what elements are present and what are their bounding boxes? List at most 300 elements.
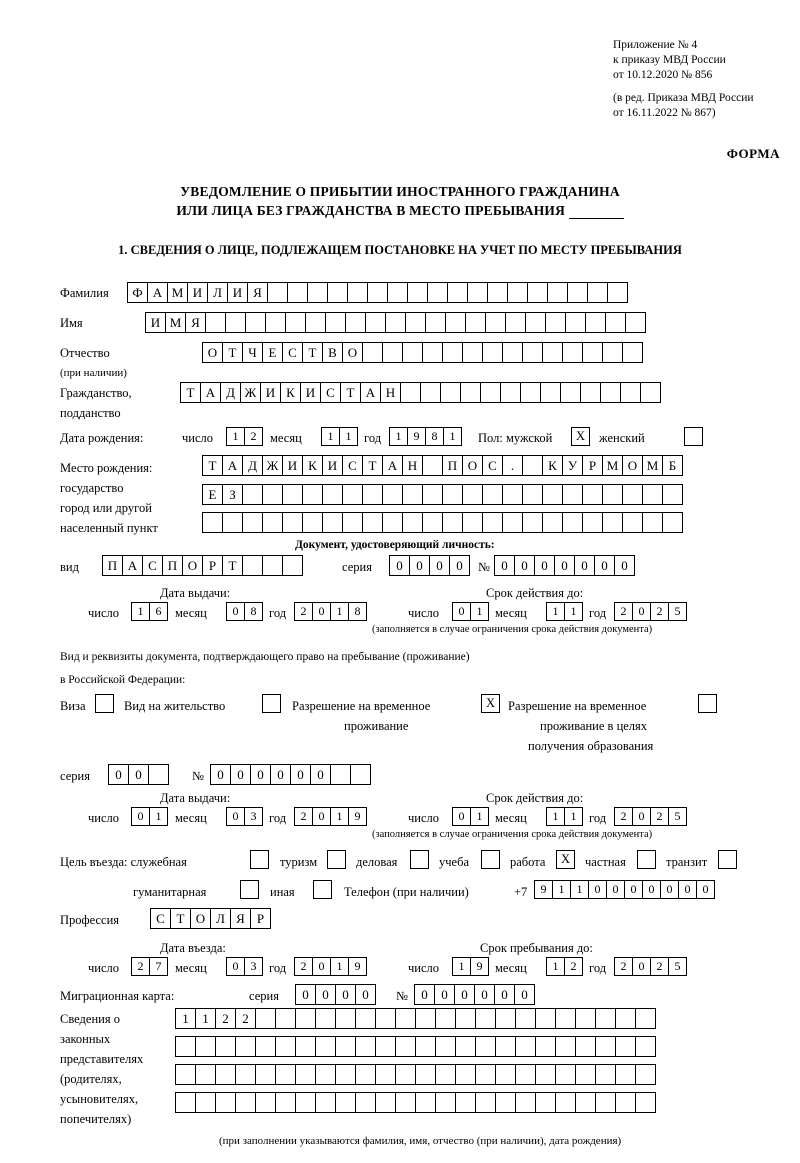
char-cell[interactable]	[547, 282, 568, 303]
char-cell[interactable]: С	[282, 342, 303, 363]
char-cell[interactable]: 0	[295, 984, 316, 1005]
char-cell[interactable]	[502, 512, 523, 533]
char-cell[interactable]: 0	[355, 984, 376, 1005]
sex-female-checkbox[interactable]	[684, 427, 703, 446]
char-cell[interactable]	[555, 1036, 576, 1057]
char-cell[interactable]: 0	[128, 764, 149, 785]
char-cell[interactable]	[455, 1036, 476, 1057]
char-cell[interactable]	[215, 1036, 236, 1057]
sex-male-checkbox[interactable]: Х	[571, 427, 590, 446]
char-cell[interactable]: 2	[244, 427, 263, 446]
char-cell[interactable]	[400, 382, 421, 403]
char-cell[interactable]	[622, 512, 643, 533]
char-cell[interactable]	[267, 282, 288, 303]
char-cell[interactable]	[295, 1036, 316, 1057]
char-cell[interactable]: 0	[335, 984, 356, 1005]
char-cell[interactable]	[522, 342, 543, 363]
char-cell[interactable]	[475, 1092, 496, 1113]
char-cell[interactable]	[582, 342, 603, 363]
char-cell[interactable]	[495, 1008, 516, 1029]
char-cell[interactable]	[522, 484, 543, 505]
char-cell[interactable]	[335, 1064, 356, 1085]
char-cell[interactable]	[402, 342, 423, 363]
char-cell[interactable]: 2	[614, 807, 633, 826]
char-cell[interactable]: 0	[554, 555, 575, 576]
char-cell[interactable]: 2	[294, 602, 313, 621]
visa-checkbox[interactable]	[95, 694, 114, 713]
char-cell[interactable]	[482, 342, 503, 363]
char-cell[interactable]: 1	[470, 602, 489, 621]
char-cell[interactable]	[422, 342, 443, 363]
char-cell[interactable]	[205, 312, 226, 333]
char-cell[interactable]: 9	[348, 807, 367, 826]
purpose-private-checkbox[interactable]	[637, 850, 656, 869]
char-cell[interactable]: 0	[514, 555, 535, 576]
char-cell[interactable]: Е	[202, 484, 223, 505]
char-cell[interactable]	[382, 512, 403, 533]
doc-valid-year-cells[interactable]	[614, 602, 686, 621]
char-cell[interactable]	[602, 484, 623, 505]
char-cell[interactable]	[515, 1064, 536, 1085]
char-cell[interactable]: О	[182, 555, 203, 576]
char-cell[interactable]: 0	[452, 602, 471, 621]
char-cell[interactable]: 8	[244, 602, 263, 621]
char-cell[interactable]: И	[227, 282, 248, 303]
char-cell[interactable]: Я	[230, 908, 251, 929]
char-cell[interactable]	[635, 1036, 656, 1057]
char-cell[interactable]: К	[302, 455, 323, 476]
char-cell[interactable]: Е	[262, 342, 283, 363]
char-cell[interactable]: Р	[202, 555, 223, 576]
char-cell[interactable]	[542, 512, 563, 533]
entry-day-cells[interactable]	[131, 957, 167, 976]
char-cell[interactable]: И	[282, 455, 303, 476]
char-cell[interactable]	[422, 484, 443, 505]
char-cell[interactable]	[435, 1064, 456, 1085]
char-cell[interactable]: 1	[546, 602, 565, 621]
char-cell[interactable]: 0	[315, 984, 336, 1005]
char-cell[interactable]	[602, 342, 623, 363]
char-cell[interactable]: 3	[244, 807, 263, 826]
char-cell[interactable]: В	[322, 342, 343, 363]
char-cell[interactable]: 9	[534, 880, 553, 899]
char-cell[interactable]	[615, 1064, 636, 1085]
char-cell[interactable]	[175, 1064, 196, 1085]
char-cell[interactable]	[275, 1008, 296, 1029]
char-cell[interactable]: 1	[330, 602, 349, 621]
birth-month-cells[interactable]	[321, 427, 357, 446]
char-cell[interactable]	[562, 342, 583, 363]
char-cell[interactable]: 0	[312, 602, 331, 621]
char-cell[interactable]	[425, 312, 446, 333]
char-cell[interactable]: 0	[678, 880, 697, 899]
char-cell[interactable]	[555, 1064, 576, 1085]
char-cell[interactable]	[195, 1064, 216, 1085]
char-cell[interactable]: О	[190, 908, 211, 929]
char-cell[interactable]	[462, 512, 483, 533]
char-cell[interactable]: 5	[668, 807, 687, 826]
char-cell[interactable]	[522, 455, 543, 476]
char-cell[interactable]: 1	[149, 807, 168, 826]
char-cell[interactable]	[382, 484, 403, 505]
char-cell[interactable]	[362, 512, 383, 533]
char-cell[interactable]	[625, 312, 646, 333]
char-cell[interactable]: Т	[222, 342, 243, 363]
char-cell[interactable]: Н	[380, 382, 401, 403]
char-cell[interactable]: 0	[108, 764, 129, 785]
char-cell[interactable]	[215, 1064, 236, 1085]
char-cell[interactable]: Ч	[242, 342, 263, 363]
char-cell[interactable]: 0	[614, 555, 635, 576]
char-cell[interactable]: 0	[414, 984, 435, 1005]
phone-cells[interactable]	[534, 880, 714, 899]
char-cell[interactable]	[148, 764, 169, 785]
char-cell[interactable]	[580, 382, 601, 403]
char-cell[interactable]: 0	[312, 957, 331, 976]
char-cell[interactable]: 3	[244, 957, 263, 976]
char-cell[interactable]	[540, 382, 561, 403]
stay-series-cells[interactable]	[108, 764, 168, 785]
char-cell[interactable]	[175, 1036, 196, 1057]
char-cell[interactable]: Д	[220, 382, 241, 403]
char-cell[interactable]: 0	[660, 880, 679, 899]
char-cell[interactable]: 2	[564, 957, 583, 976]
char-cell[interactable]	[440, 382, 461, 403]
surname-cells[interactable]	[127, 282, 627, 303]
char-cell[interactable]	[407, 282, 428, 303]
stay-issue-month-cells[interactable]	[226, 807, 262, 826]
char-cell[interactable]: 6	[149, 602, 168, 621]
char-cell[interactable]	[620, 382, 641, 403]
char-cell[interactable]	[235, 1036, 256, 1057]
char-cell[interactable]	[327, 282, 348, 303]
char-cell[interactable]: Л	[210, 908, 231, 929]
char-cell[interactable]	[255, 1008, 276, 1029]
birth-year-cells[interactable]	[389, 427, 461, 446]
char-cell[interactable]: И	[322, 455, 343, 476]
stay-to-day-cells[interactable]	[452, 957, 488, 976]
char-cell[interactable]	[535, 1064, 556, 1085]
char-cell[interactable]	[427, 282, 448, 303]
char-cell[interactable]	[305, 312, 326, 333]
char-cell[interactable]	[442, 484, 463, 505]
char-cell[interactable]: 1	[546, 807, 565, 826]
migration-number-cells[interactable]	[414, 984, 534, 1005]
char-cell[interactable]	[315, 1008, 336, 1029]
char-cell[interactable]: К	[542, 455, 563, 476]
char-cell[interactable]: 9	[348, 957, 367, 976]
char-cell[interactable]	[420, 382, 441, 403]
char-cell[interactable]	[355, 1008, 376, 1029]
char-cell[interactable]: 1	[470, 807, 489, 826]
purpose-humanitarian-checkbox[interactable]	[240, 880, 259, 899]
char-cell[interactable]	[282, 555, 303, 576]
char-cell[interactable]: И	[260, 382, 281, 403]
char-cell[interactable]: 1	[443, 427, 462, 446]
char-cell[interactable]: М	[642, 455, 663, 476]
char-cell[interactable]: П	[102, 555, 123, 576]
char-cell[interactable]	[475, 1036, 496, 1057]
char-cell[interactable]: Б	[662, 455, 683, 476]
char-cell[interactable]: А	[147, 282, 168, 303]
char-cell[interactable]	[342, 512, 363, 533]
char-cell[interactable]	[415, 1064, 436, 1085]
char-cell[interactable]: 0	[642, 880, 661, 899]
char-cell[interactable]: 1	[389, 427, 408, 446]
char-cell[interactable]	[395, 1008, 416, 1029]
char-cell[interactable]	[560, 382, 581, 403]
char-cell[interactable]	[195, 1036, 216, 1057]
char-cell[interactable]: 2	[294, 807, 313, 826]
char-cell[interactable]: Ж	[240, 382, 261, 403]
char-cell[interactable]	[575, 1008, 596, 1029]
legal-rep-row-4[interactable]	[175, 1092, 655, 1113]
char-cell[interactable]: А	[200, 382, 221, 403]
char-cell[interactable]	[342, 484, 363, 505]
char-cell[interactable]	[565, 312, 586, 333]
char-cell[interactable]: Д	[242, 455, 263, 476]
char-cell[interactable]	[242, 555, 263, 576]
char-cell[interactable]: 2	[650, 957, 669, 976]
char-cell[interactable]	[600, 382, 621, 403]
purpose-service-checkbox[interactable]	[250, 850, 269, 869]
char-cell[interactable]: А	[360, 382, 381, 403]
char-cell[interactable]	[575, 1092, 596, 1113]
doc-issue-year-cells[interactable]	[294, 602, 366, 621]
char-cell[interactable]	[262, 555, 283, 576]
char-cell[interactable]: 0	[574, 555, 595, 576]
char-cell[interactable]	[595, 1036, 616, 1057]
char-cell[interactable]: 0	[131, 807, 150, 826]
char-cell[interactable]: Т	[302, 342, 323, 363]
char-cell[interactable]	[275, 1064, 296, 1085]
char-cell[interactable]: С	[150, 908, 171, 929]
char-cell[interactable]: 1	[552, 880, 571, 899]
doc-valid-month-cells[interactable]	[546, 602, 582, 621]
char-cell[interactable]	[575, 1064, 596, 1085]
char-cell[interactable]: И	[145, 312, 166, 333]
char-cell[interactable]: 0	[310, 764, 331, 785]
char-cell[interactable]	[475, 1008, 496, 1029]
birth-place-row-1[interactable]	[202, 455, 682, 476]
char-cell[interactable]: А	[382, 455, 403, 476]
char-cell[interactable]	[235, 1064, 256, 1085]
char-cell[interactable]: Т	[202, 455, 223, 476]
char-cell[interactable]	[295, 1064, 316, 1085]
char-cell[interactable]	[542, 484, 563, 505]
char-cell[interactable]	[582, 484, 603, 505]
legal-rep-row-3[interactable]	[175, 1064, 655, 1085]
char-cell[interactable]	[455, 1092, 476, 1113]
char-cell[interactable]	[225, 312, 246, 333]
char-cell[interactable]	[442, 512, 463, 533]
char-cell[interactable]	[642, 512, 663, 533]
char-cell[interactable]	[415, 1008, 436, 1029]
char-cell[interactable]	[345, 312, 366, 333]
char-cell[interactable]	[325, 312, 346, 333]
char-cell[interactable]	[355, 1092, 376, 1113]
char-cell[interactable]	[322, 484, 343, 505]
char-cell[interactable]	[635, 1092, 656, 1113]
char-cell[interactable]	[405, 312, 426, 333]
char-cell[interactable]	[302, 484, 323, 505]
char-cell[interactable]: Ж	[262, 455, 283, 476]
char-cell[interactable]	[567, 282, 588, 303]
char-cell[interactable]: 0	[290, 764, 311, 785]
char-cell[interactable]	[422, 512, 443, 533]
char-cell[interactable]: 0	[632, 807, 651, 826]
char-cell[interactable]: 0	[606, 880, 625, 899]
char-cell[interactable]	[555, 1008, 576, 1029]
char-cell[interactable]	[535, 1092, 556, 1113]
char-cell[interactable]	[595, 1008, 616, 1029]
purpose-other-checkbox[interactable]	[313, 880, 332, 899]
char-cell[interactable]: Р	[250, 908, 271, 929]
char-cell[interactable]	[635, 1064, 656, 1085]
char-cell[interactable]	[175, 1092, 196, 1113]
char-cell[interactable]	[215, 1092, 236, 1113]
char-cell[interactable]: 1	[330, 957, 349, 976]
purpose-study-checkbox[interactable]	[481, 850, 500, 869]
char-cell[interactable]: 0	[226, 807, 245, 826]
char-cell[interactable]	[402, 512, 423, 533]
doc-valid-day-cells[interactable]	[452, 602, 488, 621]
char-cell[interactable]: М	[165, 312, 186, 333]
char-cell[interactable]	[355, 1036, 376, 1057]
char-cell[interactable]	[335, 1008, 356, 1029]
char-cell[interactable]: Т	[170, 908, 191, 929]
char-cell[interactable]	[475, 1064, 496, 1085]
char-cell[interactable]: 0	[534, 555, 555, 576]
char-cell[interactable]	[315, 1064, 336, 1085]
char-cell[interactable]: 1	[546, 957, 565, 976]
char-cell[interactable]	[622, 484, 643, 505]
migration-series-cells[interactable]	[295, 984, 375, 1005]
char-cell[interactable]	[615, 1008, 636, 1029]
char-cell[interactable]	[635, 1008, 656, 1029]
char-cell[interactable]: 0	[632, 957, 651, 976]
char-cell[interactable]	[615, 1092, 636, 1113]
citizenship-cells[interactable]	[180, 382, 660, 403]
char-cell[interactable]: 1	[564, 602, 583, 621]
char-cell[interactable]: 2	[650, 602, 669, 621]
char-cell[interactable]	[562, 484, 583, 505]
char-cell[interactable]: 2	[614, 602, 633, 621]
char-cell[interactable]	[242, 484, 263, 505]
char-cell[interactable]: 9	[470, 957, 489, 976]
char-cell[interactable]: 0	[449, 555, 470, 576]
char-cell[interactable]	[255, 1092, 276, 1113]
patronymic-cells[interactable]	[202, 342, 642, 363]
char-cell[interactable]	[505, 312, 526, 333]
birth-place-row-2[interactable]	[202, 484, 682, 505]
char-cell[interactable]: Я	[247, 282, 268, 303]
char-cell[interactable]: Л	[207, 282, 228, 303]
char-cell[interactable]: 1	[226, 427, 245, 446]
residence-checkbox[interactable]	[262, 694, 281, 713]
char-cell[interactable]	[395, 1064, 416, 1085]
char-cell[interactable]: 7	[149, 957, 168, 976]
char-cell[interactable]: 1	[175, 1008, 196, 1029]
stay-valid-day-cells[interactable]	[452, 807, 488, 826]
char-cell[interactable]	[382, 342, 403, 363]
char-cell[interactable]	[467, 282, 488, 303]
char-cell[interactable]	[562, 512, 583, 533]
char-cell[interactable]: 0	[632, 602, 651, 621]
char-cell[interactable]	[435, 1092, 456, 1113]
char-cell[interactable]: 0	[250, 764, 271, 785]
char-cell[interactable]	[622, 342, 643, 363]
char-cell[interactable]	[307, 282, 328, 303]
char-cell[interactable]	[347, 282, 368, 303]
char-cell[interactable]: А	[222, 455, 243, 476]
char-cell[interactable]	[350, 764, 371, 785]
char-cell[interactable]: 0	[270, 764, 291, 785]
char-cell[interactable]: 2	[215, 1008, 236, 1029]
char-cell[interactable]: И	[300, 382, 321, 403]
char-cell[interactable]: 8	[348, 602, 367, 621]
char-cell[interactable]: 0	[210, 764, 231, 785]
char-cell[interactable]	[362, 342, 383, 363]
char-cell[interactable]	[202, 512, 223, 533]
legal-rep-row-1[interactable]	[175, 1008, 655, 1029]
char-cell[interactable]: С	[342, 455, 363, 476]
char-cell[interactable]: 0	[454, 984, 475, 1005]
char-cell[interactable]	[355, 1064, 376, 1085]
char-cell[interactable]: 0	[514, 984, 535, 1005]
char-cell[interactable]	[322, 512, 343, 533]
char-cell[interactable]	[462, 484, 483, 505]
char-cell[interactable]	[385, 312, 406, 333]
char-cell[interactable]: 5	[668, 957, 687, 976]
char-cell[interactable]: Р	[582, 455, 603, 476]
char-cell[interactable]	[502, 484, 523, 505]
char-cell[interactable]	[542, 342, 563, 363]
char-cell[interactable]	[367, 282, 388, 303]
char-cell[interactable]: 2	[614, 957, 633, 976]
stay-to-year-cells[interactable]	[614, 957, 686, 976]
char-cell[interactable]	[255, 1036, 276, 1057]
stay-number-cells[interactable]	[210, 764, 370, 785]
char-cell[interactable]	[275, 1036, 296, 1057]
char-cell[interactable]	[595, 1092, 616, 1113]
char-cell[interactable]: 0	[230, 764, 251, 785]
char-cell[interactable]	[375, 1064, 396, 1085]
char-cell[interactable]: 0	[389, 555, 410, 576]
char-cell[interactable]: Ф	[127, 282, 148, 303]
char-cell[interactable]	[595, 1064, 616, 1085]
char-cell[interactable]: 1	[570, 880, 589, 899]
entry-month-cells[interactable]	[226, 957, 262, 976]
char-cell[interactable]: У	[562, 455, 583, 476]
char-cell[interactable]: З	[222, 484, 243, 505]
char-cell[interactable]	[502, 342, 523, 363]
char-cell[interactable]	[495, 1036, 516, 1057]
stay-valid-month-cells[interactable]	[546, 807, 582, 826]
char-cell[interactable]	[605, 312, 626, 333]
purpose-work-checkbox[interactable]: Х	[556, 850, 575, 869]
doc-number-cells[interactable]	[494, 555, 634, 576]
char-cell[interactable]: 1	[452, 957, 471, 976]
char-cell[interactable]	[575, 1036, 596, 1057]
char-cell[interactable]	[585, 312, 606, 333]
char-cell[interactable]	[555, 1092, 576, 1113]
char-cell[interactable]: 5	[668, 602, 687, 621]
char-cell[interactable]	[275, 1092, 296, 1113]
char-cell[interactable]: С	[320, 382, 341, 403]
char-cell[interactable]: 1	[330, 807, 349, 826]
char-cell[interactable]: И	[187, 282, 208, 303]
